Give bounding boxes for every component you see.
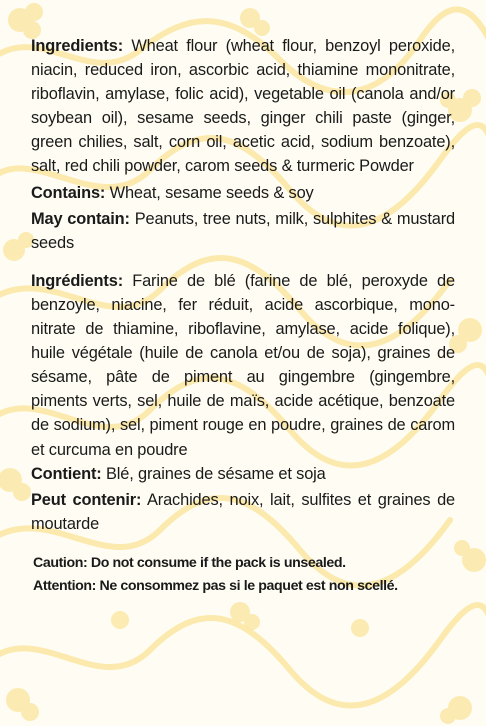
caution-french bbox=[31, 575, 455, 598]
english-contains bbox=[31, 181, 455, 205]
caution-english-label: Caution: bbox=[33, 554, 88, 571]
english-ingredients-text: Wheat flour (wheat flour, benzoyl peroxide, niacin, reduced iron, ascorbic acid, thiamine mononitrate, riboflavin, amylase, folic acid), vegetable oil (canola and/or soybean oil), sesame seeds, ginger chili paste (ginger, green chilies, salt, corn oil, acetic acid, sodium benzoate), salt, red chili powder, carom seeds & turmeric Powder bbox=[31, 37, 456, 176]
caution-french-label: Attention: bbox=[33, 577, 96, 594]
french-ingredients bbox=[31, 269, 455, 462]
french-may-contain-text: Arachides, noix, lait, sulfites et graines de moutarde bbox=[31, 490, 456, 533]
french-ingredients-label: Ingrédients: bbox=[31, 271, 123, 290]
french-contains bbox=[31, 462, 455, 486]
french-may-contain bbox=[31, 488, 455, 536]
english-ingredients bbox=[31, 34, 455, 179]
caution-french-text: Ne consommez pas si le paquet est non scellé. bbox=[99, 577, 398, 594]
english-may-contain bbox=[31, 207, 455, 255]
english-may-contain-label: May contain: bbox=[31, 209, 130, 228]
french-ingredients-text: Farine de blé (farine de blé, peroxyde de benzoyle, niacine, fer réduit, acide ascorbique, mono-nitrate de thiamine, riboflavine, amylase, acide folique), huile végétale (huile de canola et/ou de soja), graines de sésame, pâte de piment au gingembre (gingembre, piments verts, sel, huile de maïs, acide acétique, benzoate de sodium), sel, piment rouge en poudre, graines de carom et curcuma en poudre bbox=[31, 271, 455, 459]
french-contains-text: Blé, graines de sésame et soja bbox=[105, 464, 326, 483]
english-ingredients-label: Ingredients: bbox=[31, 37, 123, 55]
english-contains-text: Wheat, sesame seeds & soy bbox=[109, 183, 314, 202]
french-contains-label: Contient: bbox=[31, 464, 102, 483]
english-contains-label: Contains: bbox=[31, 183, 106, 202]
caution-english-text: Do not consume if the pack is unsealed. bbox=[90, 554, 346, 571]
english-may-contain-text: Peanuts, tree nuts, milk, sulphites & mustard seeds bbox=[31, 209, 455, 252]
french-may-contain-label: Peut contenir: bbox=[31, 490, 142, 509]
caution-english bbox=[31, 552, 455, 575]
